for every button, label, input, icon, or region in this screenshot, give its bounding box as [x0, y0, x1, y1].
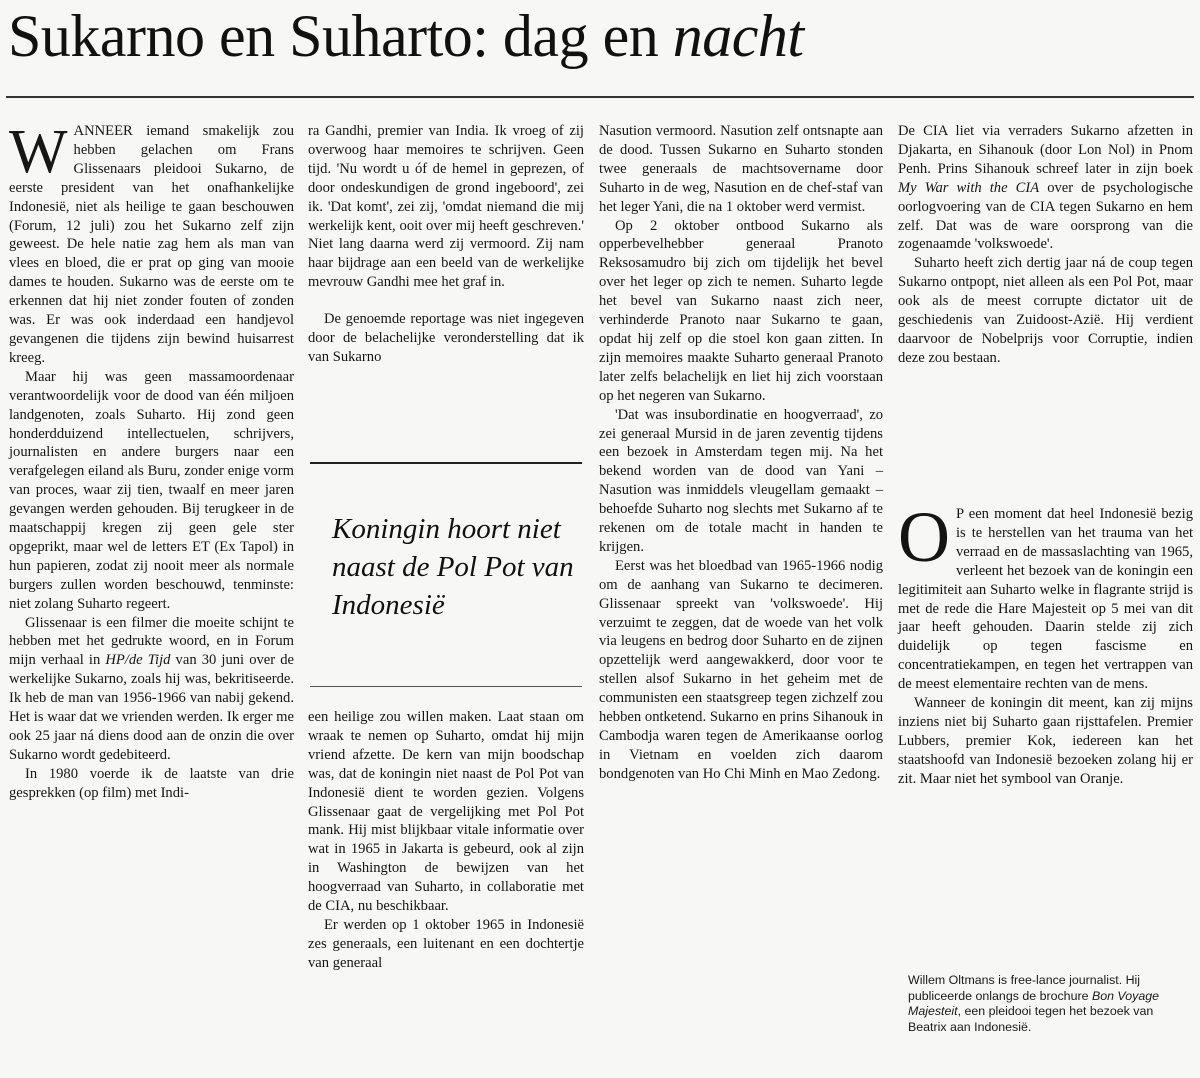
col4-paragraph-3: [898, 497, 1193, 694]
bio-text-b: , een pleidooi tegen het bezoek van Beatrix aan Indonesië.: [908, 1004, 1154, 1034]
col3-paragraph-4: Eerst was het bloedbad van 1965-1966 nodig om de aanhang van Sukarno te decimeren. Glissenaar spreekt van 'volkswoede'. Hij verzuimt te zeggen, dat de woede van het volk via leugens en bedrog door Suharto en de zijnen opzettelijk werd aangewakkerd, door voor te stellen alsof Sukarno in het geheim met de communisten een staatsgreep tegen zichzelf zou hebben ontketend. Sukarno en prins Sihanouk in Cambodja waren tegen de Amerikaanse oorlog in Vietnam en voelden zich daarom bondgenoten van Ho Chi Minh en Mao Zedong.: [599, 557, 883, 782]
col2-paragraph-1: ra Gandhi, premier van India. Ik vroeg of zij overwoog haar memoires te schrijven. Geen tijd. 'Nu wordt u óf de hemel in geprezen, of door ondeskundigen de grond ingeboord', zei ik. 'Dat komt', zei zij, 'omdat niemand die mij werkelijk kent, ooit over mij heeft geschreven.' Niet lang daarna werd zij vermoord. Zij nam haar bijdrage aan een beeld van de werkelijke mevrouw Gandhi mee het graf in.: [308, 123, 584, 291]
col1-p1-text: iemand smakelijk zou hebben gelachen om Frans Glissenaars pleidooi Sukarno, de eerste president van het onafhankelijke Indonesië, niet als heilige te gaan beschouwen (Forum, 12 juli) zou het Sukarno zelf zijn geweest. De hele natie zag hem als man van vlees en bloed, die er prat op ging van mooie dames te houden. Sukarno was de eerste om te erkennen dat hij niet zonder fouten of zonden was. Er was ook inderdaad een handjevol gevangenen die tijdens zijn bewind huisarrest kreeg.: [9, 123, 294, 366]
col1-paragraph-2: Maar hij was geen massamoordenaar verantwoordelijk voor de dood van één miljoen landgenoten, zoals Suharto. Hij zond geen honderdduizend intellectuelen, schrijvers, journalisten en andere burgers naar een verafgelegen eiland als Buru, zonder enige vorm van proces, waar zij tien, twaalf en meer jaren gevangen werden gehouden. Bij terugkeer in de maatschappij kregen zij geen gele ster opgeprikt, maar wel de letters ET (Ex Tapol) in hun papieren, zodat zij nooit meer als normale burgers zullen worden beschouwd, tenminste: niet zolang Suharto regeert.: [9, 368, 294, 612]
col1-p3-text-a: Glissenaar is een filmer die moeite schijnt te hebben met het gedrukte woord, en in Forum mijn verhaal in: [9, 614, 294, 669]
pullquote-rule-top: [310, 462, 582, 464]
col4-p1-italic: My War with the CIA: [898, 179, 1040, 196]
col3-paragraph-1: Nasution vermoord. Nasution zelf ontsnapte aan de dood. Tussen Sukarno en Suharto stonden twee generaals de machtsovername door Suharto in de weg, Nasution en de chef-staf van het leger Yani, die na 1 oktober werd vermist.: [599, 123, 883, 215]
bio-text-a: Willem Oltmans is free-lance journalist. Hij publiceerde onlangs de brochure: [908, 973, 1141, 1003]
column-2-lower: [308, 708, 584, 973]
headline-rule: [6, 96, 1194, 98]
col4-p3-text: P een moment dat heel Indonesië bezig is te herstellen van het trauma van het verraad en de massaslachting van 1965, verleent het bezoek van de koningin een legitimiteit aan Suharto welke in flagrante strijd is met de rede die Hare Majesteit op 5 mei van dit jaar heeft gehouden. Daarin stelde zij zich duidelijk op tegen fascisme en concentratiekampen, en tegen het vertrappen van de meest elementaire rechten van de mens.: [898, 506, 1193, 693]
col1-paragraph-1: [9, 118, 294, 368]
col1-p3-italic: HP/de Tijd: [105, 652, 171, 669]
col2-paragraph-2: De genoemde reportage was niet ingegeven door de belachelijke veronderstelling dat ik van Sukarno: [308, 311, 584, 365]
headline-main: Sukarno en Suharto: dag en: [8, 3, 673, 69]
column-3: [599, 122, 883, 784]
dropcap-o: O: [898, 497, 950, 577]
col1-paragraph-3: [9, 614, 294, 765]
col4-p1-text-a: De CIA liet via verraders Sukarno afzetten in Djakarta, en Sihanouk (door Lon Nol) in Pnom Penh. Prins Sihanouk schreef later in zijn boek: [898, 123, 1193, 177]
bio-italic: Bon Voyage Majesteit: [908, 988, 1159, 1019]
column-4-lower: [898, 497, 1193, 789]
column-2: [308, 122, 584, 367]
col4-paragraph-2: Suharto heeft zich dertig jaar ná de coup tegen Sukarno ontpopt, niet alleen als een Pol Pot, maar ook als de meest corrupte dictator uit de geschiedenis van Zuidoost-Azië. Hij verdient daarvoor de Nobelprijs voor Corruptie, indien deze zou bestaan.: [898, 255, 1193, 366]
pullquote-rule-bottom: [310, 686, 582, 687]
col3-paragraph-2: Op 2 oktober ontbood Sukarno als opperbevelhebber generaal Pranoto Reksosamudro bij zich om tijdelijk het bevel over het leger op zich te nemen. Suharto legde het bevel van Sukarno naast zich neer, verhinderde Pranoto naar Sukarno te gaan, opdat hij zelf op die stoel kon gaan zitten. In zijn memoires maakte Suharto generaal Pranoto later zelfs belachelijk en liet hij zich voorstaan op het negeren van Sukarno.: [599, 217, 883, 404]
col3-paragraph-3: 'Dat was insubordinatie en hoogverraad', zo zei generaal Mursid in de jaren zeventig tijdens een bezoek in Amsterdam tegen mij. Na het bekend worden van de dood van Yani – Nasution was inmiddels vleugellam gemaakt – behoefde Suharto nog slechts met Sukarno af te rekenen om de totale macht in handen te krijgen.: [599, 406, 883, 555]
column-1: [9, 118, 294, 803]
dropcap-w: W: [9, 118, 68, 186]
col4-p1-text-b: over de psychologische oorlogvoering van de CIA tegen Sukarno en hem zelf. Dat was de ware oorsprong van die zogenaamde 'volkswoede'.: [898, 179, 1193, 253]
col4-paragraph-4: Wanneer de koningin dit meent, kan zij mijns inziens niet bij Suharto gaan rijsttafelen. Premier Lubbers, premier Kok, iedereen kan het staatshoofd van Indonesië bezoeken zolang hij er zit. Maar niet het symbool van Oranje.: [898, 695, 1193, 787]
col2-paragraph-3: een heilige zou willen maken. Laat staan om wraak te nemen op Suharto, omdat hij mijn vriend afzette. De kern van mijn boodschap was, dat de koningin niet naast de Pol Pot van Indonesië dient te worden gezien. Volgens Glissenaar gaat de vergelijking met Pol Pot mank. Hij mist blijkbaar vitale informatie over wat in 1965 in Jakarta is gebeurd, ook al zijn in Washington de bewijzen van het hoogverraad van Suharto, in collaboratie met de CIA, nu beschikbaar.: [308, 709, 584, 915]
headline: [8, 0, 1198, 72]
col2-paragraph-4: Er werden op 1 oktober 1965 in Indonesië zes generaals, een luitenant en een dochtertje van generaal: [308, 916, 584, 971]
column-4: [898, 122, 1193, 368]
col1-paragraph-4: In 1980 voerde ik de laatste van drie gesprekken (op film) met Indi-: [9, 765, 294, 801]
col1-p3-text-b: van 30 juni over de werkelijke Sukarno, zoals hij was, bekritiseerde. Ik heb de man van 1956-1966 van nabij gekend. Het is waar dat we vrienden werden. Ik erger me ook 25 jaar ná diens dood aan de onzin die over Sukarno wordt gedebiteerd.: [9, 652, 294, 763]
col4-paragraph-1: [898, 122, 1193, 254]
headline-italic: nacht: [672, 3, 804, 69]
author-bio: [908, 973, 1188, 1035]
lead-caps: ANNEER: [73, 123, 133, 139]
pullquote: Koningin hoort niet naast de Pol Pot van Indonesië: [332, 513, 574, 621]
